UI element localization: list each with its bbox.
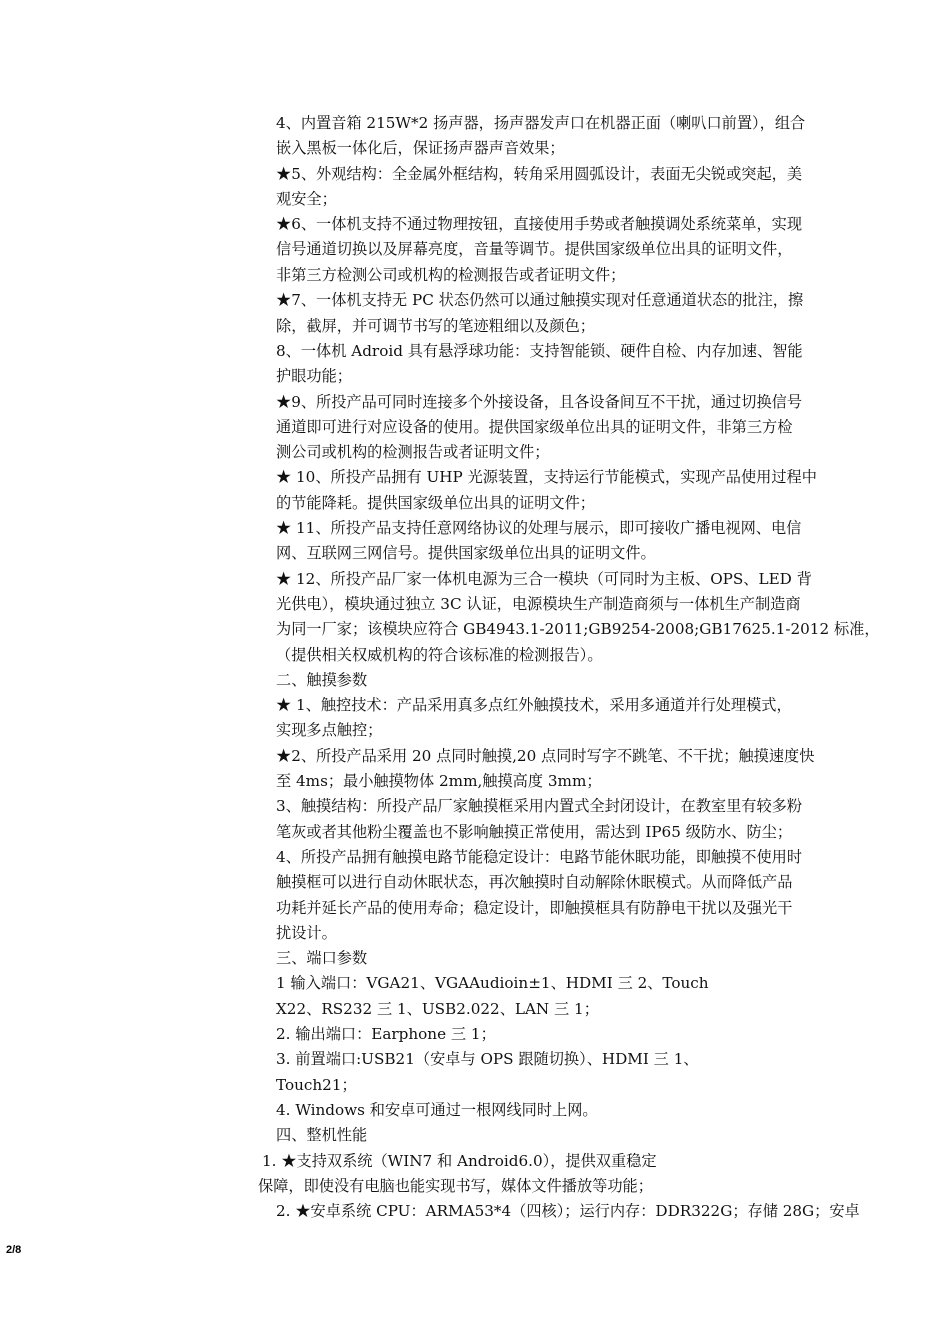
- text-line: ★2、所投产品采用 20 点同时触摸,20 点同时写字不跳笔、不干扰；触摸速度快: [276, 747, 815, 765]
- text-line: 实现多点触控；: [276, 721, 383, 739]
- page-number: 2/8: [6, 1244, 22, 1256]
- text-line: 保障，即使没有电脑也能实现书写，媒体文件播放等功能；: [258, 1177, 653, 1195]
- text-line: 非第三方检测公司或机构的检测报告或者证明文件；: [276, 266, 626, 284]
- text-line: 8、一体机 Adroid 具有悬浮球功能：支持智能锁、硬件自检、内存加速、智能: [276, 342, 803, 360]
- text-line: 至 4ms；最小触摸物体 2mm,触摸高度 3mm；: [276, 772, 602, 790]
- text-line: 的节能降耗。提供国家级单位出具的证明文件；: [276, 494, 595, 512]
- text-line: ★7、一体机支持无 PC 状态仍然可以通过触摸实现对任意通道状态的批注，擦: [276, 291, 804, 309]
- text-line: 测公司或机构的检测报告或者证明文件；: [276, 443, 550, 461]
- text-line: 3. 前置端口:USB21（安卓与 OPS 跟随切换）、HDMI 三 1、: [276, 1050, 699, 1068]
- text-line: 功耗并延长产品的使用寿命；稳定设计，即触摸框具有防静电干扰以及强光干: [276, 899, 793, 917]
- text-line: 3、触摸结构：所投产品厂家触摸框采用内置式全封闭设计，在教室里有较多粉: [276, 797, 803, 815]
- text-line: ★6、一体机支持不通过物理按钮，直接使用手势或者触摸调处系统菜单，实现: [276, 215, 803, 233]
- text-line: 4. Windows 和安卓可通过一根网线同时上网。: [276, 1101, 598, 1119]
- text-line: ★ 10、所投产品拥有 UHP 光源装置，支持运行节能模式，实现产品使用过程中: [276, 468, 817, 486]
- text-line: Touch21；: [276, 1076, 357, 1094]
- text-line: 触摸框可以进行自动休眠状态，再次触摸时自动解除休眠模式。从而降低产品: [276, 873, 793, 891]
- text-line: 2. 输出端口：Earphone 三 1；: [276, 1025, 496, 1043]
- text-line: X22、RS232 三 1、USB2.022、LAN 三 1；: [276, 1000, 599, 1018]
- text-line: 通道即可进行对应设备的使用。提供国家级单位出具的证明文件，非第三方检: [276, 418, 793, 436]
- section-heading: 三、端口参数: [276, 949, 368, 967]
- text-line: ★5、外观结构：全金属外框结构，转角采用圆弧设计，表面无尖锐或突起，美: [276, 165, 803, 183]
- text-line: 1 输入端口：VGA21、VGAAudioin±1、HDMI 三 2、Touch: [276, 974, 709, 992]
- text-line: 1. ★支持双系统（WIN7 和 Android6.0），提供双重稳定: [262, 1152, 657, 1170]
- text-line: 嵌入黑板一体化后，保证扬声器声音效果；: [276, 139, 565, 157]
- text-line: 护眼功能；: [276, 367, 352, 385]
- text-line: ★ 11、所投产品支持任意网络协议的处理与展示，即可接收广播电视网、电信: [276, 519, 802, 537]
- text-line: 4、所投产品拥有触摸电路节能稳定设计：电路节能休眠功能，即触摸不使用时: [276, 848, 803, 866]
- text-line: ★ 1、触控技术：产品采用真多点红外触摸技术，采用多通道并行处理模式，: [276, 696, 792, 714]
- text-line: 网、互联网三网信号。提供国家级单位出具的证明文件。: [276, 544, 656, 562]
- text-line: 2. ★安卓系统 CPU：ARMA53*4（四核）；运行内存：DDR322G；存储 28G；安卓: [276, 1202, 860, 1220]
- text-line: 笔灰或者其他粉尘覆盖也不影响触摸正常使用，需达到 IP65 级防水、防尘；: [276, 823, 793, 841]
- text-line: 观安全；: [276, 190, 337, 208]
- text-line: ★9、所投产品可同时连接多个外接设备，且各设备间互不干扰，通过切换信号: [276, 393, 803, 411]
- text-line: 信号通道切换以及屏幕亮度，音量等调节。提供国家级单位出具的证明文件，: [276, 240, 793, 258]
- section-heading: 二、触摸参数: [276, 671, 368, 689]
- text-line: 4、内置音箱 215W*2 扬声器，扬声器发声口在机器正面（喇叭口前置），组合: [276, 114, 806, 132]
- section-heading: 四、整机性能: [276, 1126, 368, 1144]
- text-line: （提供相关权威机构的符合该标准的检测报告）。: [276, 646, 603, 664]
- text-line: 为同一厂家；该模块应符合 GB4943.1-2011;GB9254-2008;GB17625.1-2012 标准，: [276, 620, 880, 638]
- text-line: 除，截屏，并可调节书写的笔迹粗细以及颜色；: [276, 317, 595, 335]
- text-line: 扰设计。: [276, 924, 337, 942]
- text-line: 光供电），模块通过独立 3C 认证，电源模块生产制造商须与一体机生产制造商: [276, 595, 801, 613]
- text-line: ★ 12、所投产品厂家一体机电源为三合一模块（可同时为主板、OPS、LED 背: [276, 570, 812, 588]
